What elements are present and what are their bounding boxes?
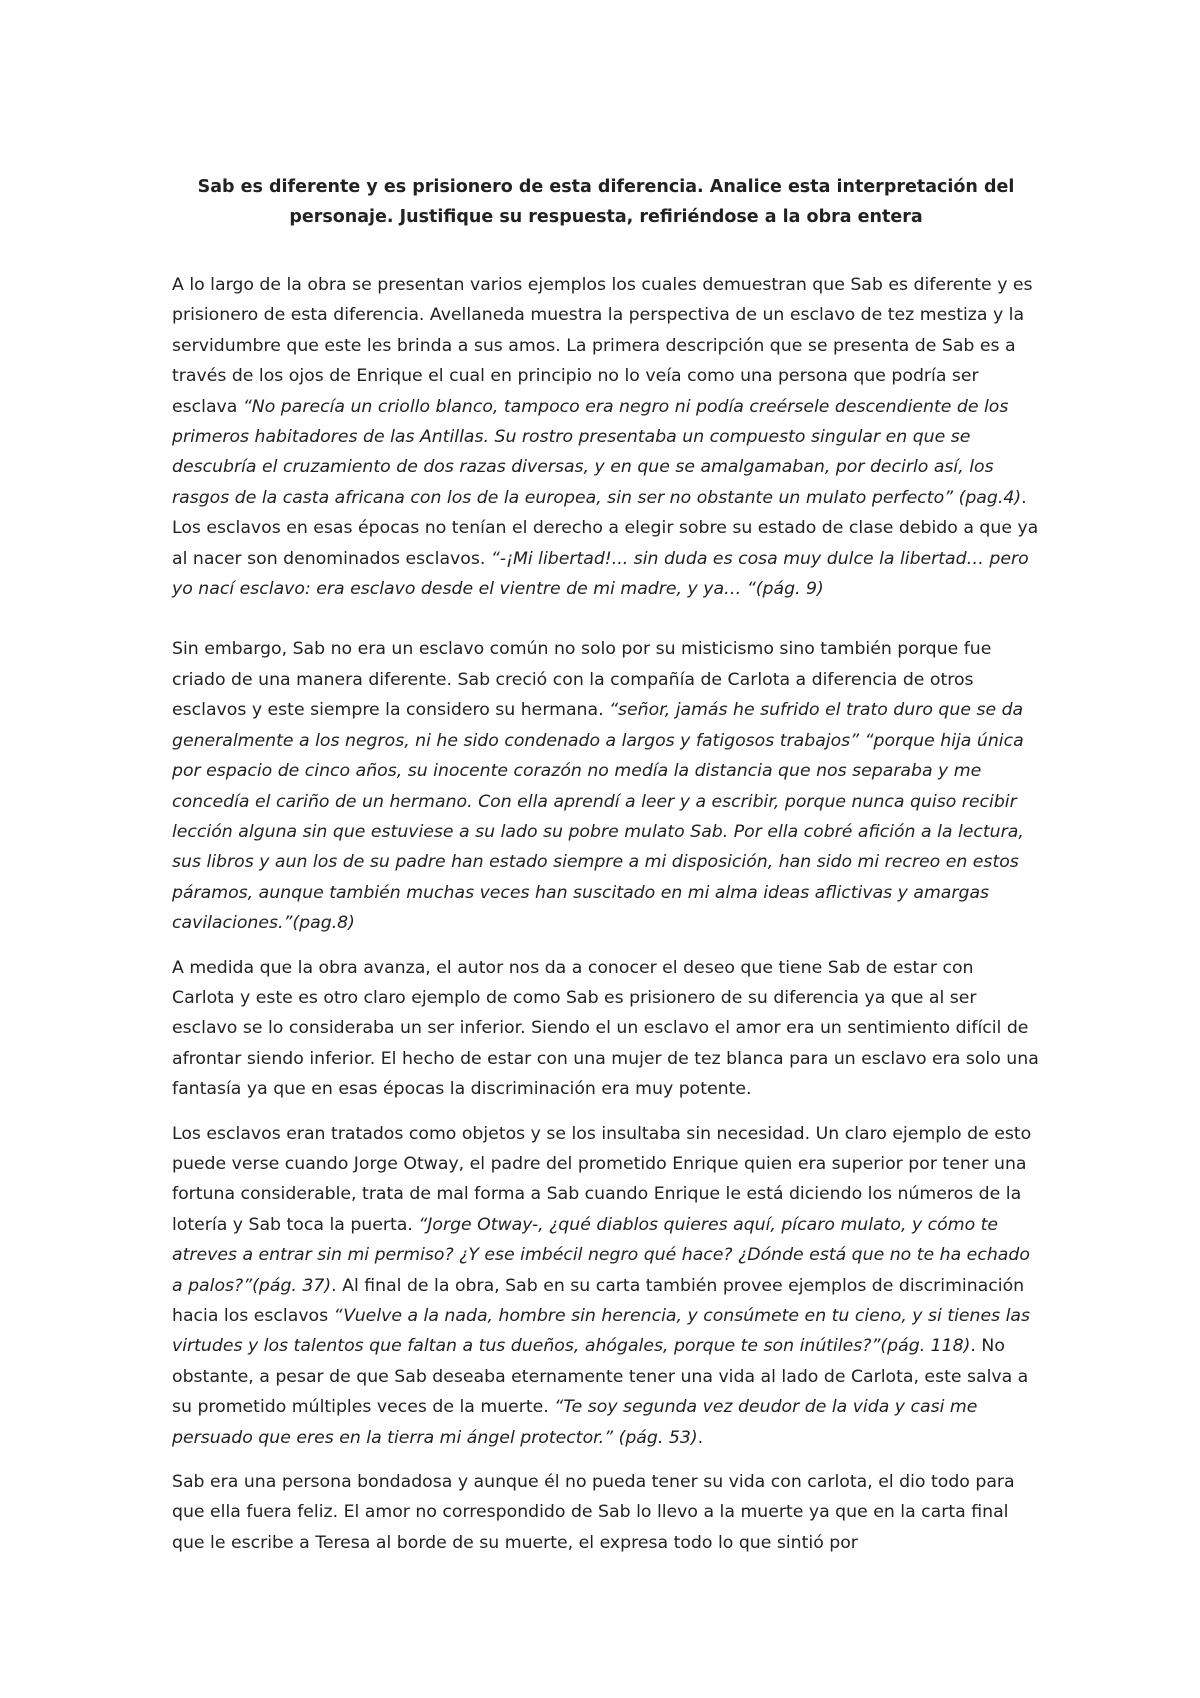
- paragraph-1: [172, 270, 1040, 604]
- paragraph-4: [172, 1119, 1040, 1453]
- paragraph-2-quote-1: “señor, jamás he sufrido el trato duro que se da generalmente a los negros, ni he sido condenado a largos y fatigosos trabajos” “porque hija única por espacio de cinco años, su inocente corazón no medía la distancia que nos separaba y me concedía el cariño de un hermano. Con ella aprendí a leer y a escribir, porque nunca quiso recibir lección alguna sin que estuviese a su lado su pobre mulato Sab. Por ella cobré afición a la lectura, sus libros y aun los de su padre han estado siempre a mi disposición, han sido mi recreo en estos páramos, aunque también muchas veces han suscitado en mi alma ideas aflictivas y amargas cavilaciones.”(pag.8): [172, 700, 1024, 934]
- paragraph-3: A medida que la obra avanza, el autor nos da a conocer el deseo que tiene Sab de estar con Carlota y este es otro claro ejemplo de como Sab es prisionero de su diferencia ya que al ser esclavo se lo consideraba un ser inferior. Siendo el un esclavo el amor era un sentimiento difícil de afrontar siendo inferior. El hecho de estar con una mujer de tez blanca para un esclavo era solo una fantasía ya que en esas épocas la discriminación era muy potente.: [172, 957, 1039, 1100]
- paragraph-4-text-2: . Al final de la obra, Sab en su carta también provee ejemplos de discriminación hacia los esclavos: [172, 1275, 1025, 1326]
- paragraph-4-quote-3: “Te soy segunda vez deudor de la vida y casi me persuado que eres en la tierra mi ángel protector.” (pág. 53): [172, 1397, 978, 1448]
- paragraph-4-text-3: . No obstante, a pesar de que Sab deseaba eternamente tener una vida al lado de Carlota, este salva a su prometido múltiples veces de la muerte.: [172, 1336, 1029, 1418]
- paragraph-2: [172, 634, 1040, 938]
- paragraph-1-quote-2: “-¡Mi libertad!... sin duda es cosa muy dulce la libertad… pero yo nací esclavo: era esclavo desde el vientre de mi madre, y ya… “(pág. 9): [172, 548, 1029, 600]
- document-page: [172, 172, 1040, 1572]
- paragraph-1-quote-1: “No parecía un criollo blanco, tampoco era negro ni podía creérsele descendiente de los primeros habitadores de las Antillas. Su rostro presentaba un compuesto singular en que se descubría el cruzamiento de dos razas diversas, y en que se amalgamaban, por decirlo así, los rasgos de la casta africana con los de la europea, sin ser no obstante un mulato perfecto” (pag.4): [172, 396, 1022, 508]
- paragraph-4-end: .: [697, 1427, 704, 1448]
- paragraph-1-text-2: . Los esclavos en esas épocas no tenían el derecho a elegir sobre su estado de clase debido a que ya al nacer son denominados esclavos.: [172, 487, 1039, 569]
- paragraph-5: Sab era una persona bondadosa y aunque él no pueda tener su vida con carlota, el dio todo para que ella fuera feliz. El amor no correspondido de Sab lo llevo a la muerte ya que en la carta final que le escribe a Teresa al borde de su muerte, el expresa todo lo que sintió por: [172, 1472, 1015, 1553]
- document-title: Sab es diferente y es prisionero de esta diferencia. Analice esta interpretación del personaje. Justifique su respuesta, refiriéndose a la obra entera: [197, 177, 1015, 227]
- paragraph-4-quote-1: “Jorge Otway-, ¿qué diablos quieres aquí, pícaro mulato, y cómo te atreves a entrar sin mi permiso? ¿Y ese imbécil negro qué hace? ¿Dónde está que no te ha echado a palos?”(pág. 37): [172, 1214, 1030, 1296]
- paragraph-4-text: Los esclavos eran tratados como objetos y se los insultaba sin necesidad. Un claro ejemplo de esto puede verse cuando Jorge Otway, el padre del prometido Enrique quien era superior por tener una fortuna considerable, trata de mal forma a Sab cuando Enrique le está diciendo los números de la lotería y Sab toca la puerta.: [172, 1123, 1032, 1235]
- paragraph-4-quote-2: “Vuelve a la nada, hombre sin herencia, y consúmete en tu cieno, y si tienes las virtudes y los talentos que faltan a tus dueños, ahógales, porque te son inútiles?”(pág. 118): [172, 1306, 1031, 1357]
- paragraph-2-text: Sin embargo, Sab no era un esclavo común no solo por su misticismo sino también porque fue criado de una manera diferente. Sab creció con la compañía de Carlota a diferencia de otros esclavos y este siempre la considero su hermana.: [172, 639, 992, 721]
- paragraph-1-text: A lo largo de la obra se presentan varios ejemplos los cuales demuestran que Sab es diferente y es prisionero de esta diferencia. Avellaneda muestra la perspectiva de un esclavo de tez mestiza y la servidumbre que este les brinda a sus amos. La primera descripción que se presenta de Sab es a través de los ojos de Enrique el cual en principio no lo veía como una persona que podría ser esclava: [172, 275, 1033, 417]
